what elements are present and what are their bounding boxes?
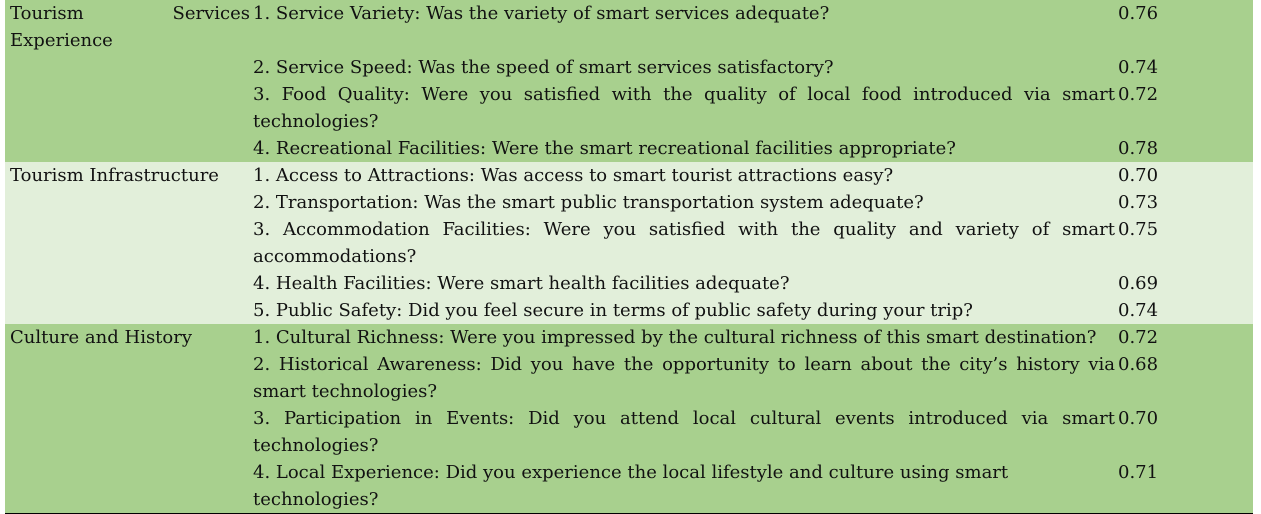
question-text: 3. Accommodation Facilities: Were you satisfied with the quality and variety of smart accommodations?: [253, 219, 1115, 267]
category-label-part: Services: [172, 3, 250, 24]
loading-value: 0.74: [1118, 300, 1159, 321]
loading-value: 0.71: [1118, 462, 1159, 483]
table-row: [5, 270, 1253, 297]
question-text: 2. Service Speed: Was the speed of smart services satisfactory?: [253, 57, 834, 78]
table-row: [5, 216, 1253, 270]
question-text: 1. Service Variety: Was the variety of smart services adequate?: [253, 3, 830, 24]
question-text: 3. Food Quality: Were you satisfied with the quality of local food introduced via smart technologies?: [253, 84, 1115, 132]
category-label-part: Experience: [10, 30, 113, 51]
group-tourism-infrastructure: [5, 162, 1253, 324]
question-text: 3. Participation in Events: Did you attend local cultural events introduced via smart technologies?: [253, 408, 1115, 456]
table-row: [5, 324, 1253, 351]
table-row: [5, 162, 1253, 189]
group-culture-and-history: [5, 324, 1253, 513]
loading-value: 0.72: [1118, 327, 1159, 348]
loading-value: 0.74: [1118, 57, 1159, 78]
loading-value: 0.73: [1118, 192, 1159, 213]
table-row: [5, 54, 1253, 81]
table-row: [5, 135, 1253, 162]
survey-table: [5, 0, 1253, 514]
category-label: Tourism Infrastructure: [10, 165, 219, 186]
loading-value: 0.70: [1118, 165, 1159, 186]
question-text: 1. Access to Attractions: Was access to smart tourist attractions easy?: [253, 165, 894, 186]
question-text: 5. Public Safety: Did you feel secure in terms of public safety during your trip?: [253, 300, 973, 321]
table-row: [5, 297, 1253, 324]
table-row: [5, 0, 1253, 54]
loading-value: 0.78: [1118, 138, 1159, 159]
table-row: [5, 351, 1253, 405]
question-text: 4. Recreational Facilities: Were the smart recreational facilities appropriate?: [253, 138, 956, 159]
question-text: 1. Cultural Richness: Were you impressed by the cultural richness of this smart destination?: [253, 327, 1097, 348]
category-label: Culture and History: [10, 327, 193, 348]
question-text: 4. Health Facilities: Were smart health facilities adequate?: [253, 273, 790, 294]
loading-value: 0.75: [1118, 219, 1159, 240]
category-label-part: Tourism: [10, 3, 84, 24]
loading-value: 0.70: [1118, 408, 1159, 429]
loading-value: 0.68: [1118, 354, 1159, 375]
group-tourism-services-experience: [5, 0, 1253, 162]
table-row: [5, 189, 1253, 216]
loading-value: 0.76: [1118, 3, 1159, 24]
table-row: [5, 81, 1253, 135]
category-label: [5, 0, 250, 54]
table-row: [5, 405, 1253, 459]
question-text: 2. Transportation: Was the smart public transportation system adequate?: [253, 192, 924, 213]
loading-value: 0.72: [1118, 84, 1159, 105]
question-text: 4. Local Experience: Did you experience the local lifestyle and culture using smart technologies?: [253, 462, 1009, 510]
loading-value: 0.69: [1118, 273, 1159, 294]
table-row: [5, 459, 1253, 513]
question-text: 2. Historical Awareness: Did you have the opportunity to learn about the city’s history via smart technologies?: [253, 354, 1115, 402]
